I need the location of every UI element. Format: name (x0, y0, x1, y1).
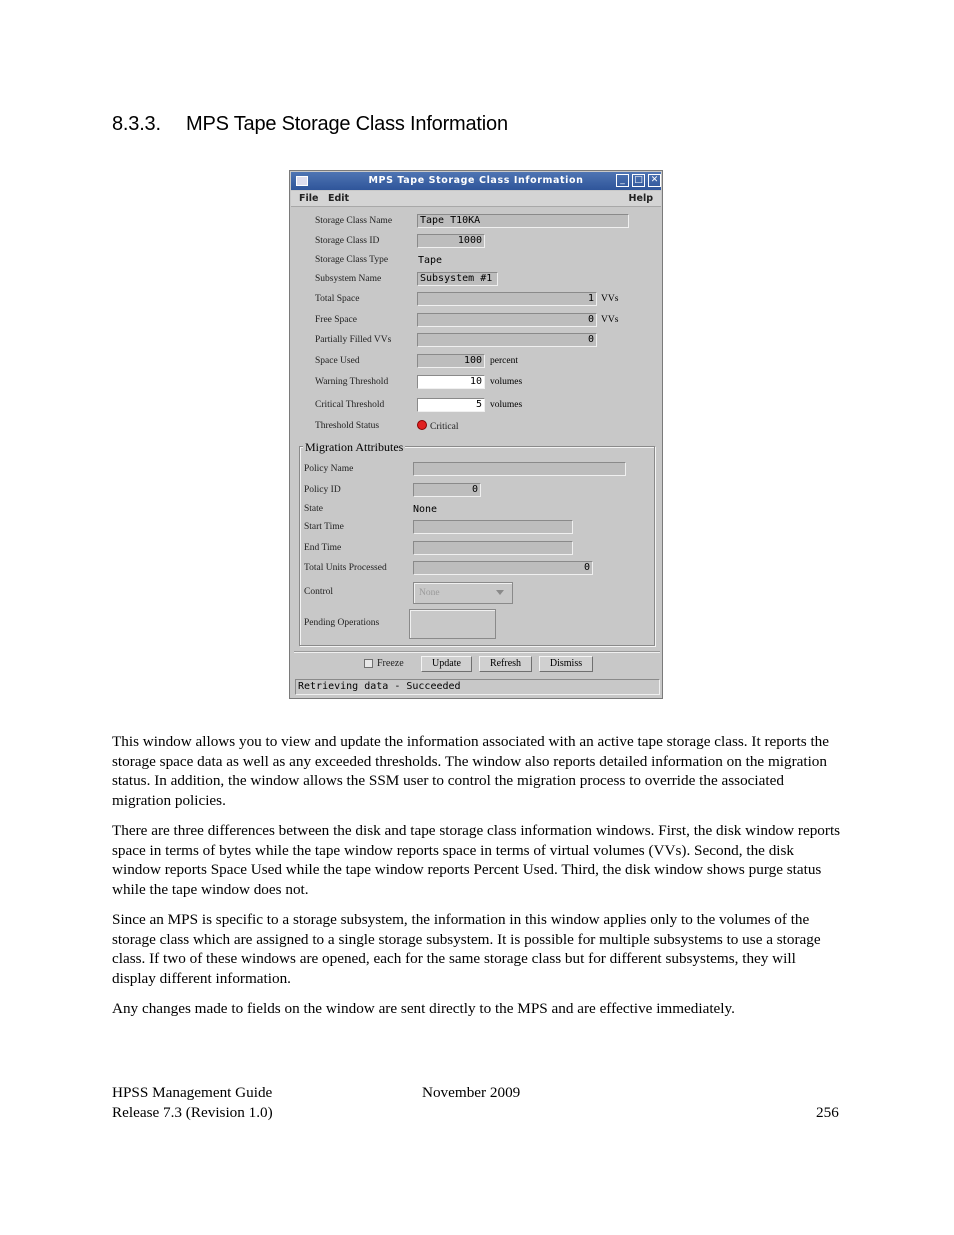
pending-operations-box (409, 609, 496, 639)
footer-guide-title: HPSS Management Guide (112, 1084, 273, 1101)
threshold-status-text: Critical (430, 422, 459, 432)
storage-class-id-label: Storage Class ID (315, 236, 380, 246)
storage-class-id-field: 1000 (417, 234, 485, 248)
critical-status-icon (417, 420, 427, 430)
refresh-button[interactable]: Refresh (479, 656, 532, 672)
partially-filled-field: 0 (417, 333, 597, 347)
control-dropdown-value: None (419, 588, 440, 598)
total-space-label: Total Space (315, 294, 360, 304)
policy-name-field (413, 462, 626, 476)
section-heading (112, 113, 508, 136)
state-label: State (304, 504, 323, 514)
free-space-unit: VVs (601, 315, 619, 325)
total-units-label: Total Units Processed (304, 563, 387, 573)
button-row-separator (294, 651, 660, 653)
critical-threshold-input[interactable]: 5 (417, 398, 485, 412)
dismiss-button[interactable]: Dismiss (539, 656, 593, 672)
section-number: 8.3.3. (112, 113, 161, 135)
free-space-field: 0 (417, 313, 597, 327)
update-button[interactable]: Update (421, 656, 472, 672)
policy-id-label: Policy ID (304, 485, 341, 495)
space-used-field: 100 (417, 354, 485, 368)
threshold-status-value (417, 420, 459, 432)
paragraph-1: This window allows you to view and update the information associated with an active tape storage class. It reports the storage space data as well as any exceeded thresholds. The window also reports detailed information on the migration status. In addition, the window allows the SSM user to control the migration process to override the associated migration policies. (112, 733, 829, 809)
total-units-field: 0 (413, 561, 593, 575)
freeze-checkbox[interactable] (364, 659, 373, 668)
warning-threshold-label: Warning Threshold (315, 377, 389, 387)
end-time-label: End Time (304, 543, 342, 553)
chevron-down-icon (496, 590, 504, 595)
window-titlebar (291, 172, 661, 190)
critical-threshold-unit: volumes (490, 400, 523, 410)
pending-operations-label: Pending Operations (304, 618, 380, 628)
section-title: MPS Tape Storage Class Information (186, 113, 508, 135)
freeze-label: Freeze (377, 658, 404, 669)
status-bar: Retrieving data - Succeeded (295, 679, 660, 695)
paragraph-3: Since an MPS is specific to a storage subsystem, the information in this window applies only to the volumes of the storage class which are assigned to a single storage subsystem. It is possible for multiple subsystems to use a storage class. If two of these windows are opened, each for the same storage class but for different subsystems, they will display different information. (112, 911, 821, 987)
close-icon[interactable]: ✕ (648, 174, 661, 187)
policy-id-field: 0 (413, 483, 481, 497)
total-space-field: 1 (417, 292, 597, 306)
storage-class-name-label: Storage Class Name (315, 216, 393, 226)
menu-edit[interactable]: Edit (328, 193, 350, 204)
space-used-unit: percent (490, 356, 518, 366)
footer-date: November 2009 (422, 1084, 521, 1101)
start-time-field (413, 520, 573, 534)
footer-release: Release 7.3 (Revision 1.0) (112, 1104, 273, 1121)
minimize-icon[interactable]: _ (616, 174, 629, 187)
control-dropdown[interactable] (413, 582, 513, 604)
partially-filled-label: Partially Filled VVs (315, 335, 392, 345)
paragraph-2: There are three differences between the disk and tape storage class information windows. First, the disk window reports space in terms of bytes while the tape window reports space in terms of virtual volumes (VVs). Second, the disk window reports Space Used while the tape window reports Percent Used. Third, the disk window shows purge status while the tape window does not. (112, 822, 841, 898)
control-label: Control (304, 587, 334, 597)
menu-file[interactable]: File (299, 193, 319, 204)
storage-class-name-field: Tape T10KA (417, 214, 629, 228)
footer-page-number: 256 (816, 1104, 839, 1121)
policy-name-label: Policy Name (304, 464, 354, 474)
total-space-unit: VVs (601, 294, 619, 304)
critical-threshold-label: Critical Threshold (315, 400, 385, 410)
menubar (291, 191, 661, 207)
space-used-label: Space Used (315, 356, 360, 366)
maximize-icon[interactable]: □ (632, 174, 645, 187)
storage-class-type-label: Storage Class Type (315, 255, 389, 265)
state-value: None (413, 504, 438, 515)
start-time-label: Start Time (304, 522, 344, 532)
paragraph-4: Any changes made to fields on the window are sent directly to the MPS and are effective immediately. (112, 1000, 735, 1017)
end-time-field (413, 541, 573, 555)
warning-threshold-input[interactable]: 10 (417, 375, 485, 389)
migration-attributes-title: Migration Attributes (305, 440, 404, 454)
threshold-status-label: Threshold Status (315, 421, 380, 431)
subsystem-name-field: Subsystem #1 (417, 272, 498, 286)
free-space-label: Free Space (315, 315, 357, 325)
menu-help[interactable]: Help (628, 193, 653, 204)
window-title: MPS Tape Storage Class Information (368, 175, 584, 186)
warning-threshold-unit: volumes (490, 377, 523, 387)
storage-class-type-value: Tape (418, 255, 443, 266)
subsystem-name-label: Subsystem Name (315, 274, 382, 284)
